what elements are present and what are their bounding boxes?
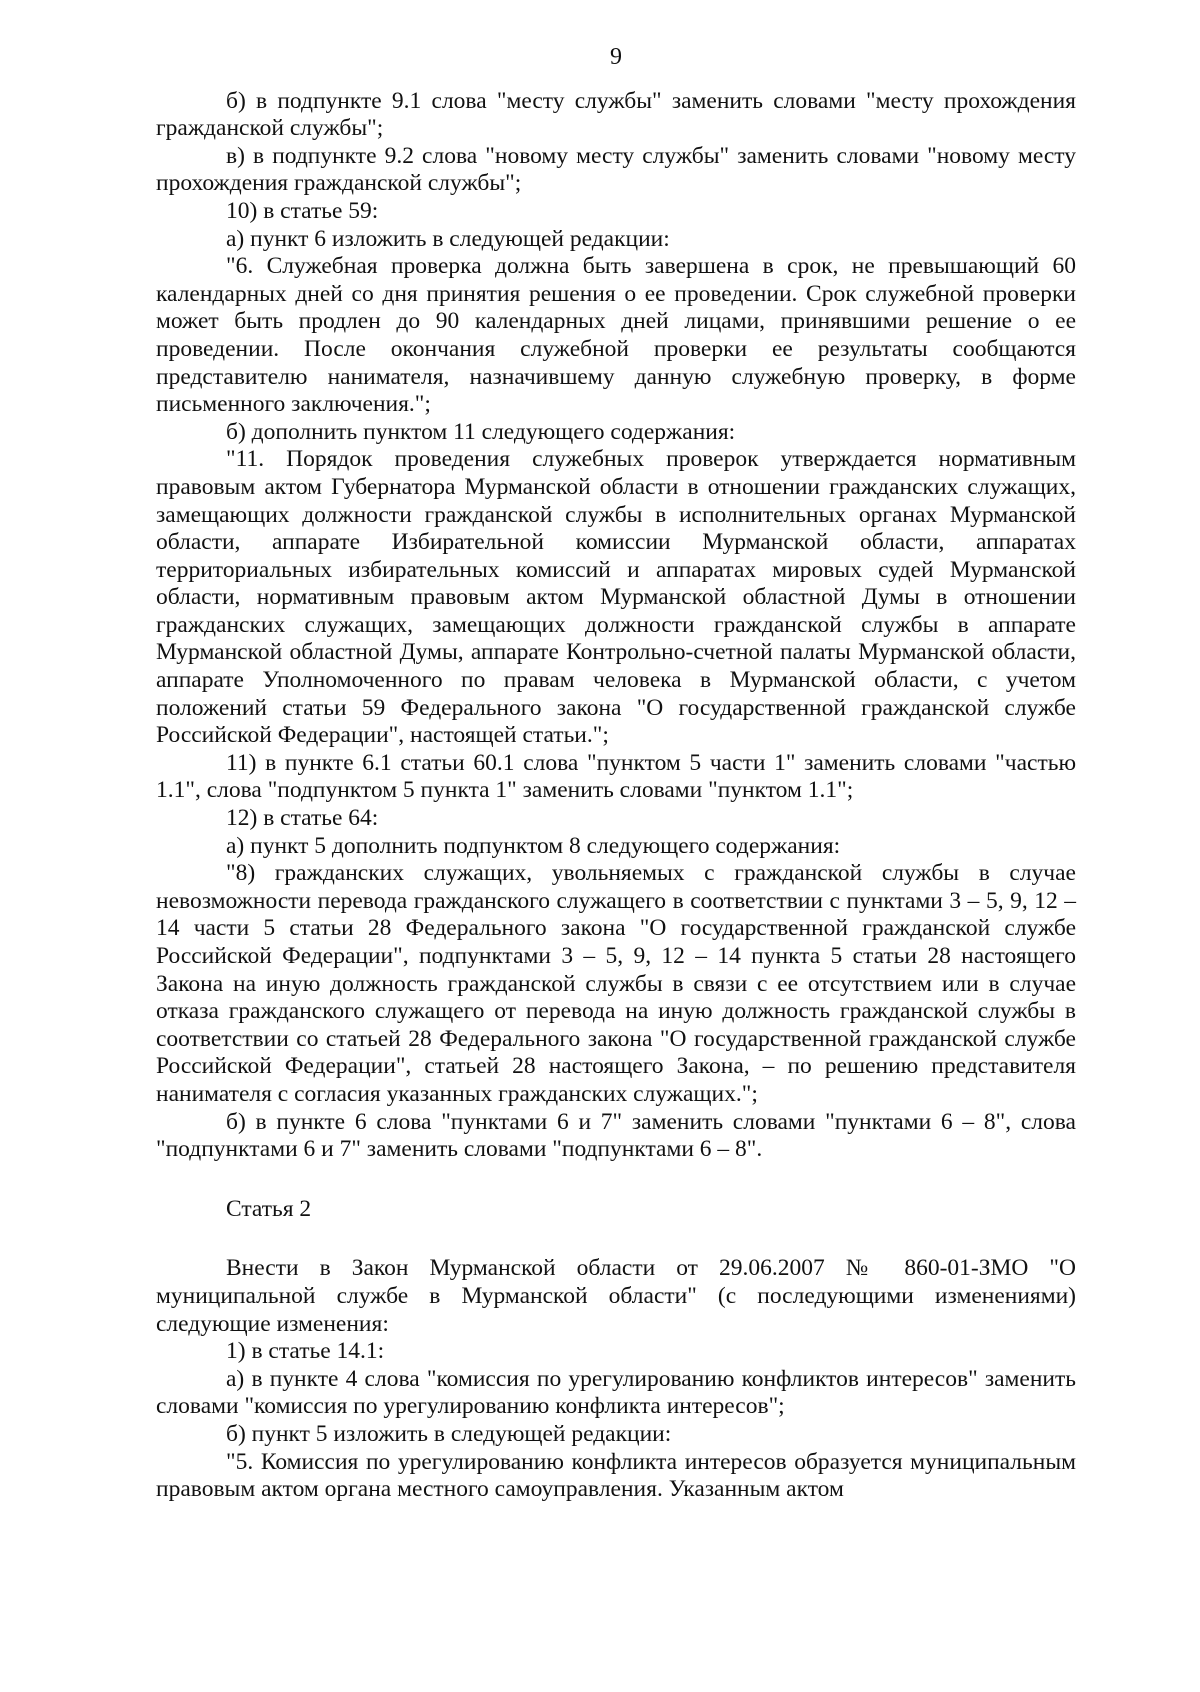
paragraph: а) в пункте 4 слова "комиссия по урегулированию конфликтов интересов" заменить словами "комиссия по урегулированию конфликта интересов"; <box>156 1365 1076 1420</box>
amendments-section <box>156 88 1076 1164</box>
paragraph: б) пункт 5 изложить в следующей редакции: <box>226 1420 672 1447</box>
paragraph: б) дополнить пунктом 11 следующего содержания: <box>226 418 736 445</box>
article-2-section <box>156 1255 1076 1503</box>
paragraph: "5. Комиссия по урегулированию конфликта интересов образуется муниципальным правовым актом органа местного самоуправления. Указанным актом <box>156 1448 1076 1503</box>
paragraph: в) в подпункте 9.2 слова "новому месту службы" заменить словами "новому месту прохождения гражданской службы"; <box>156 142 1076 197</box>
paragraph: 12) в статье 64: <box>226 805 379 832</box>
paragraph: б) в подпункте 9.1 слова "месту службы" заменить словами "месту прохождения гражданской службы"; <box>156 87 1076 142</box>
paragraph: б) в пункте 6 слова "пунктами 6 и 7" заменить словами "пунктами 6 – 8", слова "подпунктами 6 и 7" заменить словами "подпунктами 6 – 8". <box>156 1108 1076 1163</box>
paragraph: а) пункт 5 дополнить подпунктом 8 следующего содержания: <box>226 832 841 859</box>
article-heading: Статья 2 <box>226 1195 312 1222</box>
paragraph: 10) в статье 59: <box>226 197 379 224</box>
paragraph: "6. Служебная проверка должна быть завершена в срок, не превышающий 60 календарных дней со дня принятия решения о ее проведении. Срок служебной проверки может быть продлен до 90 календарных дней лицами, принявшими решение о ее проведении. После окончания служебной проверки ее результаты сообщаются представителю нанимателя, назначившему данную служебную проверку, в форме письменного заключения."; <box>156 253 1076 418</box>
paragraph: 11) в пункте 6.1 статьи 60.1 слова "пунктом 5 части 1" заменить словами "частью 1.1", слова "подпунктом 5 пункта 1" заменить словами "пунктом 1.1"; <box>156 749 1076 804</box>
paragraph: Внести в Закон Мурманской области от 29.06.2007 № 860-01-ЗМО "О муниципальной службе в Мурманской области" (с последующими изменениями) следующие изменения: <box>156 1255 1076 1337</box>
page-number: 9 <box>610 44 622 70</box>
document-page <box>156 44 1076 1504</box>
paragraph: "11. Порядок проведения служебных проверок утверждается нормативным правовым актом Губернатора Мурманской области в отношении гражданских служащих, замещающих должности гражданской службы в исполнительных органах Мурманской области, аппарате Избирательной комиссии Мурманской области, аппаратах территориальных избирательных комиссий и аппаратах мировых судей Мурманской области, нормативным правовым актом Мурманской областной Думы в отношении гражданских служащих, замещающих должности гражданской службы в аппарате Мурманской областной Думы, аппарате Контрольно-счетной палаты Мурманской области, аппарате Уполномоченного по правам человека в Мурманской области, с учетом положений статьи 59 Федерального закона "О государственной гражданской службе Российской Федерации", настоящей статьи."; <box>156 446 1076 749</box>
paragraph: "8) гражданских служащих, увольняемых с гражданской службы в случае невозможности перевода гражданского служащего в соответствии с пунктами 3 – 5, 9, 12 – 14 части 5 статьи 28 Федерального закона "О государственной гражданской службе Российской Федерации", подпунктами 3 – 5, 9, 12 – 14 пункта 5 статьи 28 настоящего Закона на иную должность гражданской службы в связи с ее отсутствием или в случае отказа гражданского служащего от перевода на иную должность гражданской службы в соответствии со статьей 28 Федерального закона "О государственной гражданской службе Российской Федерации", статьей 28 настоящего Закона, – по решению представителя нанимателя с согласия указанных гражданских служащих."; <box>156 860 1076 1107</box>
paragraph: 1) в статье 14.1: <box>226 1338 385 1365</box>
paragraph: а) пункт 6 изложить в следующей редакции: <box>226 225 670 252</box>
